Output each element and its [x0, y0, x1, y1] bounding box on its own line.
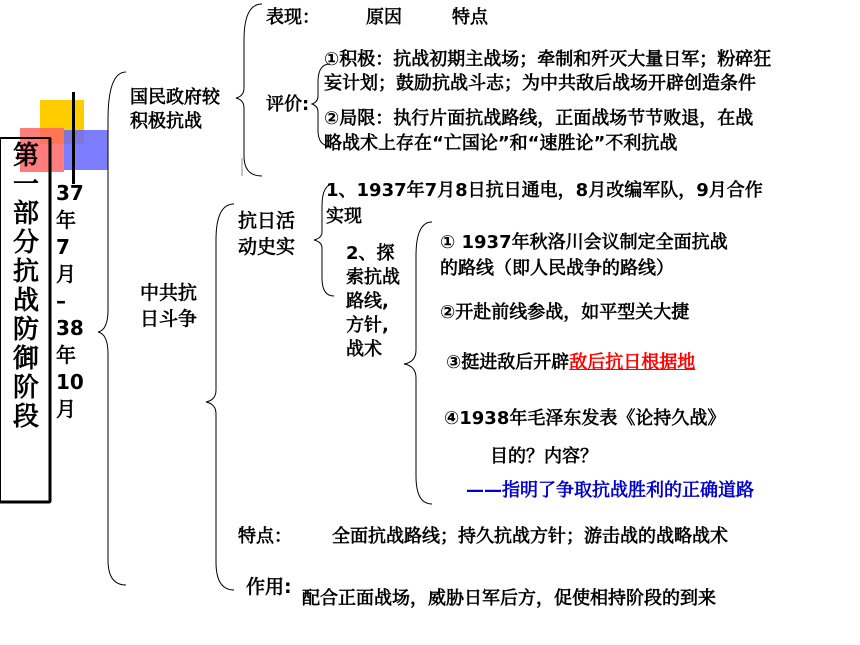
strategy-luochuan: ① 1937年秋洛川会议制定全面抗战 的路线（即人民战争的路线）	[440, 232, 728, 279]
strategy-protracted-war: ④1938年毛泽东发表《论持久战》	[444, 408, 726, 429]
ccp-item1: 1、1937年7月8日抗日通电，8月改编军队，9月合作 实现	[326, 180, 763, 227]
date-range-vertical: 37 年 7 月 – 38 年 10 月	[56, 181, 84, 421]
kmt-brace	[236, 4, 262, 176]
ccp-brace	[206, 204, 234, 590]
ccp-item2: 2、探 索抗战 路线, 方针, 战术	[346, 243, 400, 360]
strategy-brace	[404, 222, 432, 504]
kmt-pingjia-label: 评价:	[266, 94, 310, 115]
ccp-zuoyong-text: 配合正面战场，威胁日军后方，促使相持阶段的到来	[302, 588, 716, 609]
ccp-tedian-text: 全面抗战路线；持久抗战方针；游击战的战略战术	[332, 526, 728, 547]
ccp-title: 中共抗 日斗争	[140, 282, 198, 330]
kmt-tedian: 特点	[452, 7, 488, 28]
kmt-pingjia-limitation: ②局限：执行片面抗战路线，正面战场节节败退，在战 略战术上存在“亡国论”和“速胜论”不利抗战	[324, 108, 754, 154]
strategy-base-areas: ③挺进敌后开辟敌后抗日根据地	[446, 352, 696, 373]
base-areas-highlight: 敌后抗日根据地	[569, 352, 696, 373]
protracted-war-answer: ——指明了争取抗战胜利的正确道路	[466, 480, 754, 501]
ccp-zuoyong-label: 作用:	[246, 576, 292, 598]
ccp-tedian-label: 特点：	[238, 526, 292, 547]
outer-brace	[98, 72, 126, 585]
strategy-pingxingguan: ②开赴前线参战，如平型关大捷	[440, 302, 690, 323]
protracted-war-question: 目的？内容？	[490, 446, 598, 467]
kmt-pingjia-positive: ①积极：抗战初期主战场；牵制和歼灭大量日军；粉碎狂 妄计划；鼓励抗战斗志；为中共敌后战场开辟创造条件	[324, 49, 772, 94]
ccp-activities-label: 抗日活 动史实	[238, 210, 296, 258]
kmt-title: 国民政府较 积极抗战	[130, 87, 220, 132]
kmt-yuanyin: 原因	[366, 7, 402, 28]
part-title-vertical: 第 一 部 分 抗 战 防 御 阶 段	[12, 141, 39, 432]
kmt-biaoxian-label: 表现：	[266, 7, 320, 28]
